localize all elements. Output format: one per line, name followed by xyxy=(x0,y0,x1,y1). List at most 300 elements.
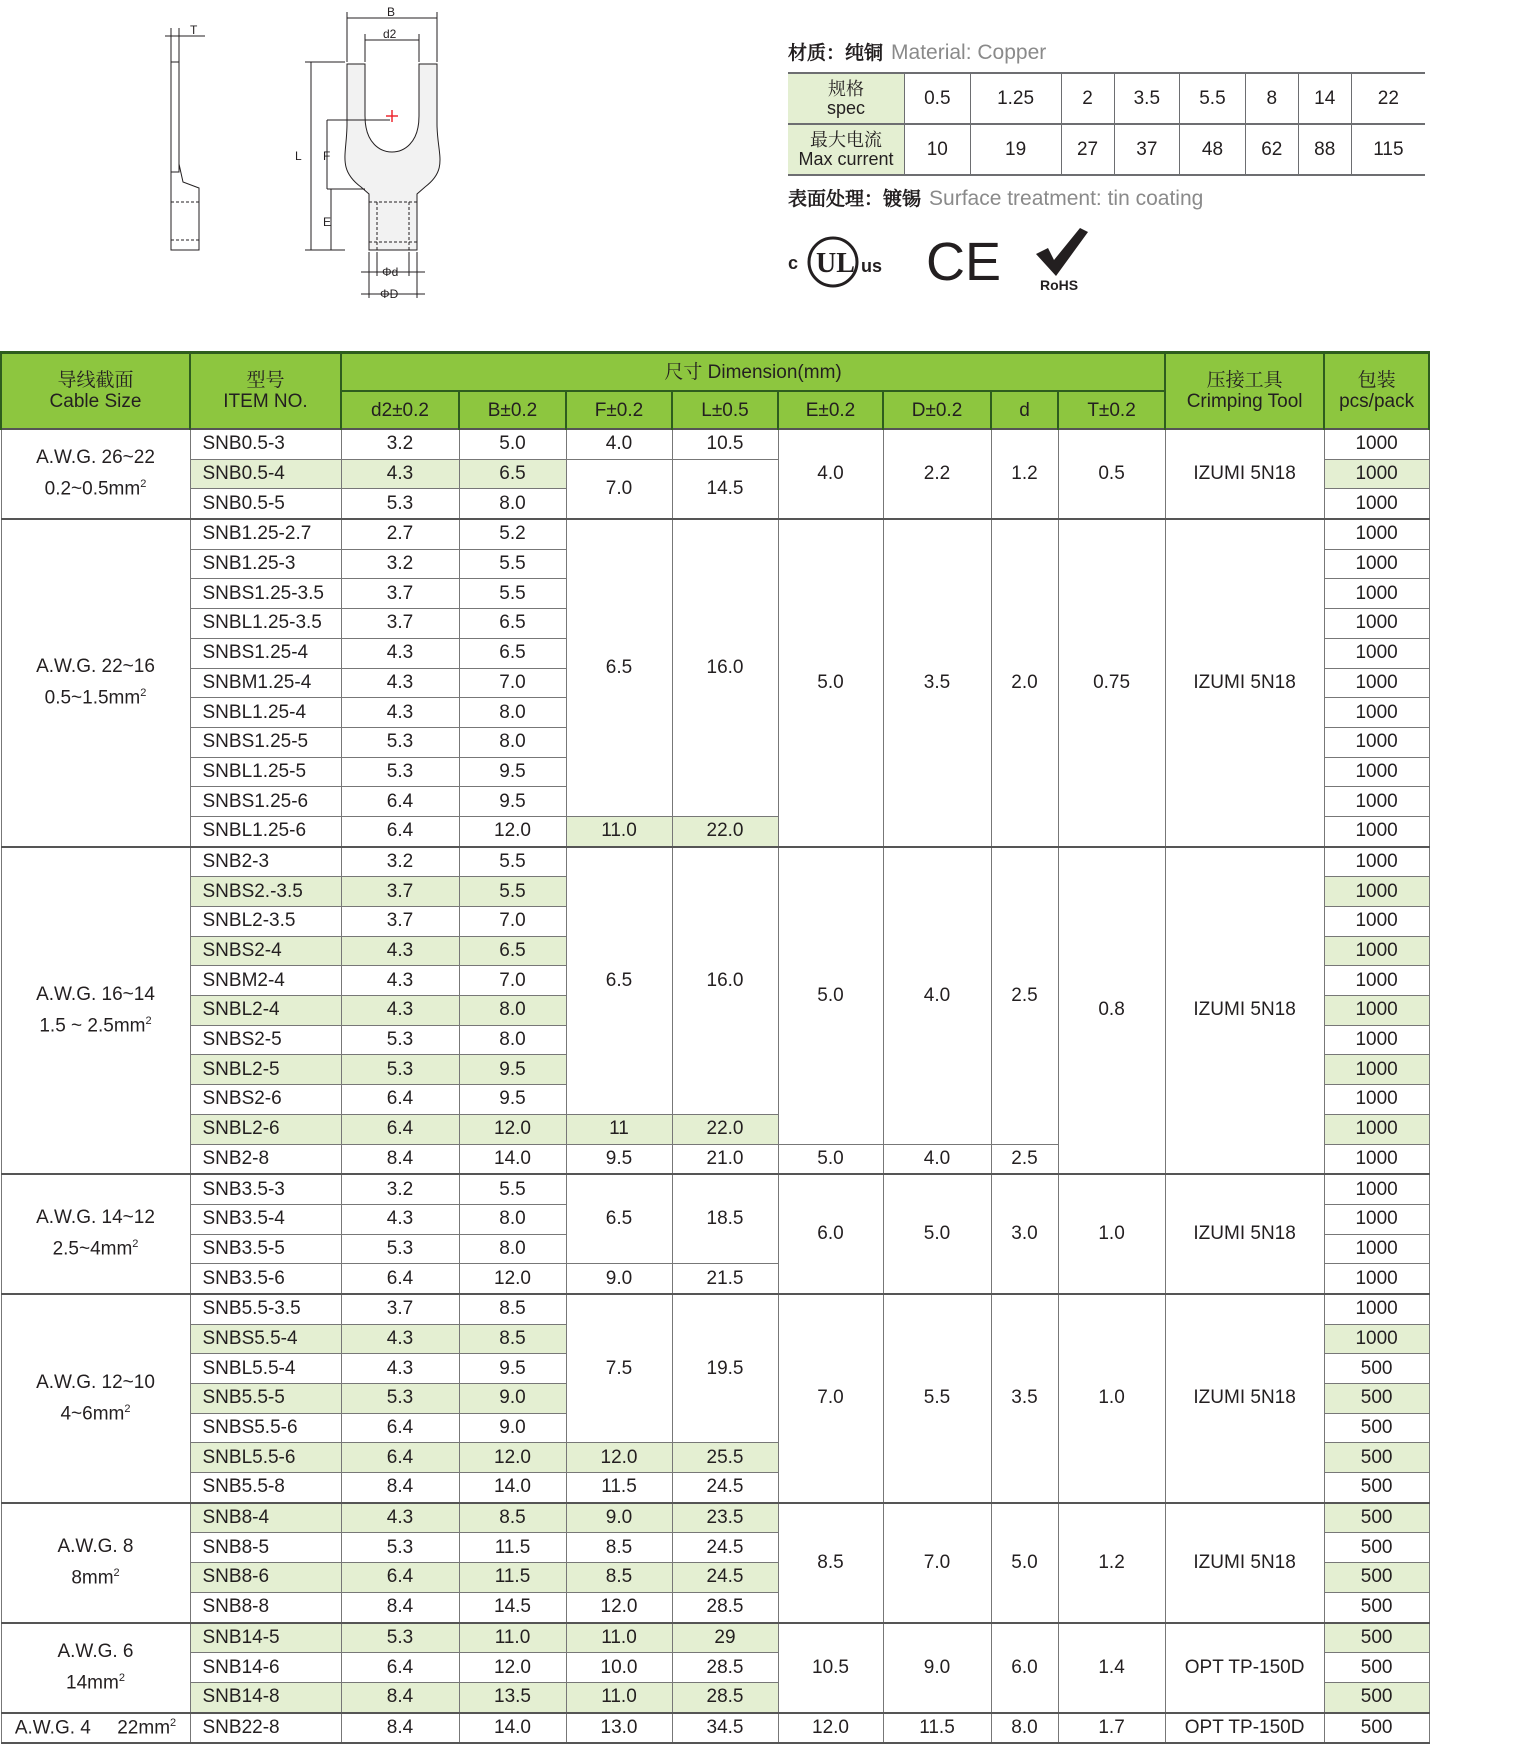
B-cell: 9.5 xyxy=(459,787,566,817)
surface-line xyxy=(788,184,1428,214)
spec-value: 3.5 xyxy=(1114,73,1180,124)
item-no-cell: SNB22-8 xyxy=(190,1713,341,1744)
L-cell: 22.0 xyxy=(672,816,778,846)
D-cell: 11.5 xyxy=(883,1713,991,1744)
pack-cell: 1000 xyxy=(1324,1204,1429,1234)
crimping-tool-cell: IZUMI 5N18 xyxy=(1165,847,1324,1175)
d2-cell: 6.4 xyxy=(341,1264,459,1294)
pack-cell: 500 xyxy=(1324,1592,1429,1622)
B-cell: 12.0 xyxy=(459,1114,566,1144)
F-cell: 4.0 xyxy=(566,429,672,459)
d2-cell: 6.4 xyxy=(341,1563,459,1593)
pack-cell: 500 xyxy=(1324,1713,1429,1744)
d2-cell: 5.3 xyxy=(341,1025,459,1055)
cable-size-cell: A.W.G. 12~10 $4\sim 6mm^2$ xyxy=(1,1294,190,1503)
d2-cell: 6.4 xyxy=(341,1114,459,1144)
item-no-cell: SNB2-3 xyxy=(190,847,341,877)
F-cell: 6.5 xyxy=(566,519,672,816)
certifications xyxy=(788,226,1428,296)
label-F: F xyxy=(323,149,331,163)
header-F: F±0.2 xyxy=(566,391,672,429)
T-cell: 0.8 xyxy=(1058,847,1165,1175)
B-cell: 8.0 xyxy=(459,1234,566,1264)
B-cell: 5.5 xyxy=(459,1174,566,1204)
item-no-cell: SNBL2-5 xyxy=(190,1055,341,1085)
pack-cell: 1000 xyxy=(1324,1234,1429,1264)
spec-value: 8 xyxy=(1245,73,1298,124)
pack-cell: 1000 xyxy=(1324,727,1429,757)
spec-value: 14 xyxy=(1298,73,1351,124)
pack-cell: 1000 xyxy=(1324,638,1429,668)
F-cell: 11.5 xyxy=(566,1473,672,1503)
pack-cell: 1000 xyxy=(1324,668,1429,698)
D-cell: 3.5 xyxy=(883,519,991,847)
d-cell: 2.0 xyxy=(991,519,1058,847)
d2-cell: 4.3 xyxy=(341,668,459,698)
pack-cell: 500 xyxy=(1324,1503,1429,1533)
d2-cell: 6.4 xyxy=(341,1413,459,1443)
d2-cell: 6.4 xyxy=(341,816,459,846)
header-cable-size: 导线截面 Cable Size xyxy=(1,353,190,430)
ce-mark-icon xyxy=(926,232,1001,292)
item-no-cell: SNB5.5-3.5 xyxy=(190,1294,341,1324)
d2-cell: 5.3 xyxy=(341,1055,459,1085)
B-cell: 5.5 xyxy=(459,847,566,877)
item-no-cell: SNBL2-4 xyxy=(190,996,341,1026)
item-no-cell: SNB0.5-5 xyxy=(190,489,341,519)
table-row xyxy=(1,1713,1429,1744)
d2-cell: 3.7 xyxy=(341,877,459,907)
D-cell: 7.0 xyxy=(883,1503,991,1623)
header-pack: 包装 pcs/pack xyxy=(1324,353,1429,430)
d2-cell: 3.2 xyxy=(341,549,459,579)
item-no-cell: SNBL1.25-5 xyxy=(190,757,341,787)
B-cell: 12.0 xyxy=(459,816,566,846)
surface-en: Surface treatment: tin coating xyxy=(929,187,1204,210)
table-row xyxy=(1,1294,1429,1324)
spec-value: 1.25 xyxy=(970,73,1061,124)
B-cell: 9.5 xyxy=(459,1085,566,1115)
current-value: 88 xyxy=(1298,124,1351,175)
item-no-cell: SNBL2-3.5 xyxy=(190,907,341,937)
D-cell: 4.0 xyxy=(883,1144,991,1174)
cable-size-cell: A.W.G. 26~22 $0.2\sim 0.5mm^2$ xyxy=(1,429,190,519)
d2-cell: 6.4 xyxy=(341,1653,459,1683)
L-cell: 28.5 xyxy=(672,1592,778,1622)
item-no-cell: SNBS5.5-4 xyxy=(190,1324,341,1354)
B-cell: 11.0 xyxy=(459,1623,566,1653)
pack-cell: 1000 xyxy=(1324,877,1429,907)
header-L: L±0.5 xyxy=(672,391,778,429)
item-no-cell: SNBL1.25-6 xyxy=(190,816,341,846)
E-cell: 8.5 xyxy=(778,1503,883,1623)
d2-cell: 4.3 xyxy=(341,1354,459,1384)
item-no-cell: SNB14-6 xyxy=(190,1653,341,1683)
spec-row xyxy=(788,73,1425,124)
item-no-cell: SNB5.5-8 xyxy=(190,1473,341,1503)
table-row xyxy=(1,847,1429,877)
T-cell: 0.5 xyxy=(1058,429,1165,519)
current-value: 115 xyxy=(1351,124,1425,175)
material-info xyxy=(788,38,1428,296)
D-cell: 9.0 xyxy=(883,1623,991,1713)
d2-cell: 5.3 xyxy=(341,1234,459,1264)
d2-cell: 5.3 xyxy=(341,727,459,757)
B-cell: 13.5 xyxy=(459,1682,566,1712)
item-no-cell: SNB8-8 xyxy=(190,1592,341,1622)
label-B: B xyxy=(387,5,396,19)
E-cell: 6.0 xyxy=(778,1174,883,1294)
spec-value: 0.5 xyxy=(905,73,971,124)
B-cell: 9.0 xyxy=(459,1413,566,1443)
d2-cell: 8.4 xyxy=(341,1713,459,1744)
B-cell: 12.0 xyxy=(459,1653,566,1683)
current-value: 48 xyxy=(1180,124,1246,175)
header-item-no: 型号 ITEM NO. xyxy=(190,353,341,430)
L-cell: 16.0 xyxy=(672,847,778,1115)
T-cell: 1.4 xyxy=(1058,1623,1165,1713)
item-no-cell: SNBL5.5-4 xyxy=(190,1354,341,1384)
F-cell: 8.5 xyxy=(566,1533,672,1563)
table-row xyxy=(1,519,1429,549)
item-no-cell: SNB0.5-4 xyxy=(190,459,341,489)
pack-cell: 1000 xyxy=(1324,1055,1429,1085)
B-cell: 6.5 xyxy=(459,609,566,639)
d2-cell: 4.3 xyxy=(341,1503,459,1533)
E-cell: 5.0 xyxy=(778,519,883,847)
L-cell: 16.0 xyxy=(672,519,778,816)
header-crimping-tool: 压接工具 Crimping Tool xyxy=(1165,353,1324,430)
d-cell: 6.0 xyxy=(991,1623,1058,1713)
header-d2: d2±0.2 xyxy=(341,391,459,429)
L-cell: 28.5 xyxy=(672,1682,778,1712)
pack-cell: 1000 xyxy=(1324,787,1429,817)
pack-cell: 1000 xyxy=(1324,609,1429,639)
F-cell: 6.5 xyxy=(566,1174,672,1264)
B-cell: 14.0 xyxy=(459,1473,566,1503)
pack-cell: 1000 xyxy=(1324,757,1429,787)
F-cell: 11.0 xyxy=(566,1623,672,1653)
item-no-cell: SNBS1.25-6 xyxy=(190,787,341,817)
crimping-tool-cell: IZUMI 5N18 xyxy=(1165,1503,1324,1623)
svg-text:us: us xyxy=(861,256,883,276)
spec-value: 2 xyxy=(1061,73,1114,124)
B-cell: 6.5 xyxy=(459,936,566,966)
d2-cell: 5.3 xyxy=(341,757,459,787)
current-value: 37 xyxy=(1114,124,1180,175)
d2-cell: 8.4 xyxy=(341,1473,459,1503)
item-no-cell: SNB3.5-3 xyxy=(190,1174,341,1204)
L-cell: 22.0 xyxy=(672,1114,778,1144)
d2-cell: 4.3 xyxy=(341,638,459,668)
pack-cell: 1000 xyxy=(1324,1085,1429,1115)
D-cell: 5.0 xyxy=(883,1174,991,1294)
header-B: B±0.2 xyxy=(459,391,566,429)
T-cell: 1.0 xyxy=(1058,1294,1165,1503)
B-cell: 5.5 xyxy=(459,549,566,579)
svg-text:CE: CE xyxy=(926,232,1002,292)
d-cell: 3.5 xyxy=(991,1294,1058,1503)
F-cell: 10.0 xyxy=(566,1653,672,1683)
table-row xyxy=(1,1174,1429,1204)
d2-cell: 6.4 xyxy=(341,1443,459,1473)
pack-cell: 1000 xyxy=(1324,698,1429,728)
table-row xyxy=(1,1503,1429,1533)
B-cell: 12.0 xyxy=(459,1264,566,1294)
L-cell: 21.5 xyxy=(672,1264,778,1294)
L-cell: 23.5 xyxy=(672,1503,778,1533)
d-cell: 2.5 xyxy=(991,1144,1058,1174)
current-value: 10 xyxy=(905,124,971,175)
F-cell: 8.5 xyxy=(566,1563,672,1593)
d2-cell: 8.4 xyxy=(341,1144,459,1174)
item-no-cell: SNB8-4 xyxy=(190,1503,341,1533)
crimping-tool-cell: IZUMI 5N18 xyxy=(1165,1294,1324,1503)
item-no-cell: SNBM2-4 xyxy=(190,966,341,996)
d2-cell: 3.7 xyxy=(341,579,459,609)
label-L: L xyxy=(295,149,302,163)
pack-cell: 1000 xyxy=(1324,549,1429,579)
d2-cell: 5.3 xyxy=(341,1533,459,1563)
L-cell: 34.5 xyxy=(672,1713,778,1744)
item-no-cell: SNBL5.5-6 xyxy=(190,1443,341,1473)
B-cell: 9.5 xyxy=(459,757,566,787)
pack-cell: 500 xyxy=(1324,1413,1429,1443)
pack-cell: 1000 xyxy=(1324,1144,1429,1174)
material-en: Material: Copper xyxy=(891,41,1047,64)
pack-cell: 1000 xyxy=(1324,579,1429,609)
F-cell: 9.0 xyxy=(566,1264,672,1294)
pack-cell: 1000 xyxy=(1324,907,1429,937)
side-view xyxy=(165,28,205,250)
current-value: 19 xyxy=(970,124,1061,175)
E-cell: 7.0 xyxy=(778,1294,883,1503)
F-cell: 11.0 xyxy=(566,1682,672,1712)
table-row xyxy=(1,1623,1429,1653)
pack-cell: 1000 xyxy=(1324,1174,1429,1204)
d2-cell: 4.3 xyxy=(341,936,459,966)
d2-cell: 4.3 xyxy=(341,996,459,1026)
d-cell: 3.0 xyxy=(991,1174,1058,1294)
L-cell: 24.5 xyxy=(672,1473,778,1503)
current-value: 27 xyxy=(1061,124,1114,175)
pack-cell: 500 xyxy=(1324,1682,1429,1712)
d2-cell: 3.7 xyxy=(341,907,459,937)
item-no-cell: SNBS5.5-6 xyxy=(190,1413,341,1443)
B-cell: 5.0 xyxy=(459,429,566,459)
B-cell: 7.0 xyxy=(459,668,566,698)
B-cell: 14.0 xyxy=(459,1144,566,1174)
L-cell: 14.5 xyxy=(672,459,778,519)
B-cell: 9.5 xyxy=(459,1354,566,1384)
pack-cell: 1000 xyxy=(1324,966,1429,996)
B-cell: 6.5 xyxy=(459,459,566,489)
label-d2: d2 xyxy=(383,27,397,41)
B-cell: 8.5 xyxy=(459,1294,566,1324)
pack-cell: 500 xyxy=(1324,1653,1429,1683)
L-cell: 29 xyxy=(672,1623,778,1653)
pack-cell: 1000 xyxy=(1324,1294,1429,1324)
item-no-cell: SNBS2-4 xyxy=(190,936,341,966)
spec-label: 规格 spec xyxy=(788,73,905,124)
ul-logo-icon xyxy=(788,238,882,286)
B-cell: 5.5 xyxy=(459,579,566,609)
spec-value: 22 xyxy=(1351,73,1425,124)
F-cell: 7.5 xyxy=(566,1294,672,1443)
pack-cell: 1000 xyxy=(1324,1264,1429,1294)
d2-cell: 6.4 xyxy=(341,787,459,817)
current-row xyxy=(788,124,1425,175)
pack-cell: 1000 xyxy=(1324,429,1429,459)
B-cell: 12.0 xyxy=(459,1443,566,1473)
item-no-cell: SNB3.5-5 xyxy=(190,1234,341,1264)
label-phi-d: Φd xyxy=(382,265,399,279)
header-T: T±0.2 xyxy=(1058,391,1165,429)
d-cell: 8.0 xyxy=(991,1713,1058,1744)
item-no-cell: SNB5.5-5 xyxy=(190,1384,341,1414)
d2-cell: 4.3 xyxy=(341,698,459,728)
pack-cell: 1000 xyxy=(1324,1114,1429,1144)
item-no-cell: SNBL2-6 xyxy=(190,1114,341,1144)
spec-current-table xyxy=(788,72,1425,176)
L-cell: 19.5 xyxy=(672,1294,778,1443)
cable-size-cell: A.W.G. 16~14 1.5 ~ $2.5mm^2$ xyxy=(1,847,190,1175)
item-no-cell: SNBL1.25-4 xyxy=(190,698,341,728)
F-cell: 6.5 xyxy=(566,847,672,1115)
d-cell: 2.5 xyxy=(991,847,1058,1144)
L-cell: 10.5 xyxy=(672,429,778,459)
F-cell: 12.0 xyxy=(566,1443,672,1473)
F-cell: 11.0 xyxy=(566,816,672,846)
cable-size-cell: A.W.G. 6 $14mm^2$ xyxy=(1,1623,190,1713)
d2-cell: 4.3 xyxy=(341,459,459,489)
F-cell: 11 xyxy=(566,1114,672,1144)
T-cell: 1.0 xyxy=(1058,1174,1165,1294)
d-cell: 1.2 xyxy=(991,429,1058,519)
pack-cell: 500 xyxy=(1324,1533,1429,1563)
d2-cell: 8.4 xyxy=(341,1682,459,1712)
F-cell: 9.5 xyxy=(566,1144,672,1174)
d2-cell: 5.3 xyxy=(341,1623,459,1653)
F-cell: 13.0 xyxy=(566,1713,672,1744)
rohs-check-icon xyxy=(1036,228,1088,293)
pack-cell: 1000 xyxy=(1324,936,1429,966)
header-dimension: 尺寸 Dimension(mm) xyxy=(341,353,1165,392)
pack-cell: 1000 xyxy=(1324,459,1429,489)
L-cell: 21.0 xyxy=(672,1144,778,1174)
d2-cell: 3.2 xyxy=(341,847,459,877)
B-cell: 8.0 xyxy=(459,698,566,728)
pack-cell: 500 xyxy=(1324,1473,1429,1503)
F-cell: 12.0 xyxy=(566,1592,672,1622)
item-no-cell: SNB3.5-4 xyxy=(190,1204,341,1234)
item-no-cell: SNB8-5 xyxy=(190,1533,341,1563)
spec-value: 5.5 xyxy=(1180,73,1246,124)
T-cell: 1.7 xyxy=(1058,1713,1165,1744)
E-cell: 4.0 xyxy=(778,429,883,519)
pack-cell: 500 xyxy=(1324,1443,1429,1473)
B-cell: 8.0 xyxy=(459,996,566,1026)
E-cell: 10.5 xyxy=(778,1623,883,1713)
item-no-cell: SNBM1.25-4 xyxy=(190,668,341,698)
header-E: E±0.2 xyxy=(778,391,883,429)
fork-terminal-drawing xyxy=(165,4,455,304)
item-no-cell: SNB8-6 xyxy=(190,1563,341,1593)
pack-cell: 500 xyxy=(1324,1563,1429,1593)
B-cell: 11.5 xyxy=(459,1533,566,1563)
svg-text:RoHS: RoHS xyxy=(1040,277,1079,293)
item-no-cell: SNB3.5-6 xyxy=(190,1264,341,1294)
item-no-cell: SNB14-8 xyxy=(190,1682,341,1712)
L-cell: 28.5 xyxy=(672,1653,778,1683)
pack-cell: 1000 xyxy=(1324,1324,1429,1354)
crimping-tool-cell: OPT TP-150D xyxy=(1165,1623,1324,1713)
label-phi-D: ΦD xyxy=(380,287,399,301)
item-no-cell: SNB14-5 xyxy=(190,1623,341,1653)
B-cell: 5.2 xyxy=(459,519,566,549)
d2-cell: 3.2 xyxy=(341,429,459,459)
crimping-tool-cell: IZUMI 5N18 xyxy=(1165,1174,1324,1294)
cable-size-cell: A.W.G. 4 $22mm^2$ xyxy=(1,1713,190,1744)
E-cell: 5.0 xyxy=(778,1144,883,1174)
label-E: E xyxy=(323,215,332,229)
d2-cell: 5.3 xyxy=(341,1384,459,1414)
item-no-cell: SNBS1.25-5 xyxy=(190,727,341,757)
item-no-cell: SNB0.5-3 xyxy=(190,429,341,459)
d2-cell: 4.3 xyxy=(341,1204,459,1234)
pack-cell: 1000 xyxy=(1324,519,1429,549)
surface-zh: 表面处理：镀锡 xyxy=(788,188,922,210)
D-cell: 2.2 xyxy=(883,429,991,519)
d2-cell: 4.3 xyxy=(341,966,459,996)
B-cell: 5.5 xyxy=(459,877,566,907)
L-cell: 18.5 xyxy=(672,1174,778,1264)
d2-cell: 5.3 xyxy=(341,489,459,519)
item-no-cell: SNB1.25-3 xyxy=(190,549,341,579)
B-cell: 8.5 xyxy=(459,1503,566,1533)
E-cell: 12.0 xyxy=(778,1713,883,1744)
pack-cell: 1000 xyxy=(1324,816,1429,846)
B-cell: 8.0 xyxy=(459,1025,566,1055)
B-cell: 7.0 xyxy=(459,966,566,996)
E-cell: 5.0 xyxy=(778,847,883,1144)
B-cell: 14.5 xyxy=(459,1592,566,1622)
pack-cell: 500 xyxy=(1324,1623,1429,1653)
cable-size-cell: A.W.G. 8 $8mm^2$ xyxy=(1,1503,190,1623)
material-line xyxy=(788,38,1428,68)
pack-cell: 1000 xyxy=(1324,1025,1429,1055)
d-cell: 5.0 xyxy=(991,1503,1058,1623)
item-no-cell: SNBS2.-3.5 xyxy=(190,877,341,907)
current-label: 最大电流 Max current xyxy=(788,124,905,175)
svg-text:c: c xyxy=(788,253,799,273)
current-value: 62 xyxy=(1245,124,1298,175)
pack-cell: 1000 xyxy=(1324,996,1429,1026)
svg-text:UL: UL xyxy=(816,248,855,279)
table-body xyxy=(1,429,1429,1743)
crimping-tool-cell: IZUMI 5N18 xyxy=(1165,519,1324,847)
item-no-cell: SNBS2-6 xyxy=(190,1085,341,1115)
B-cell: 6.5 xyxy=(459,638,566,668)
D-cell: 5.5 xyxy=(883,1294,991,1503)
d2-cell: 6.4 xyxy=(341,1085,459,1115)
d2-cell: 4.3 xyxy=(341,1324,459,1354)
d2-cell: 3.7 xyxy=(341,609,459,639)
pack-cell: 1000 xyxy=(1324,489,1429,519)
L-cell: 24.5 xyxy=(672,1563,778,1593)
d2-cell: 2.7 xyxy=(341,519,459,549)
B-cell: 8.0 xyxy=(459,1204,566,1234)
